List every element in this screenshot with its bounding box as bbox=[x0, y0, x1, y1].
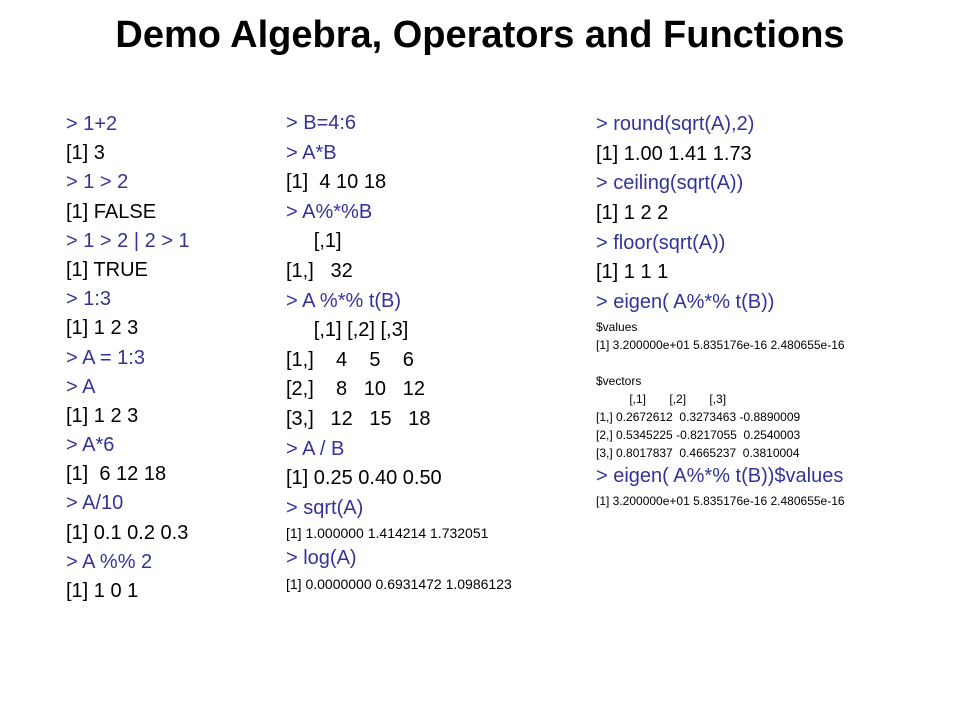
console-output-line: [1,] 4 5 6 bbox=[286, 348, 414, 371]
console-column-3 bbox=[596, 110, 845, 510]
console-command-line: > A*6 bbox=[66, 434, 115, 457]
console-output-line: [1] TRUE bbox=[66, 258, 148, 281]
console-output-line: [1] 1 2 2 bbox=[596, 202, 669, 225]
console-output-line: [1] 1 0 1 bbox=[66, 580, 139, 602]
console-output-line: [2,] 8 10 12 bbox=[286, 378, 425, 401]
console-command-line: > round(sqrt(A),2) bbox=[596, 113, 755, 135]
console-output-line: [1] 0.0000000 0.6931472 1.0986123 bbox=[286, 575, 512, 592]
console-command-line: > A = 1:3 bbox=[66, 346, 145, 369]
console-command-line: > eigen( A%*% t(B)) bbox=[596, 291, 775, 314]
console-command-line: > log(A) bbox=[286, 547, 357, 570]
console-command-line: > A*B bbox=[286, 141, 337, 164]
console-output-line: [,1] [,2] [,3] bbox=[286, 319, 409, 342]
console-column-1 bbox=[66, 110, 190, 606]
console-column-2 bbox=[286, 109, 512, 595]
console-output-line: [1] 3.200000e+01 5.835176e-16 2.480655e-16 bbox=[596, 493, 845, 508]
console-command-line: > A/10 bbox=[66, 492, 124, 515]
console-output-line: [3,] 12 15 18 bbox=[286, 407, 431, 430]
console-command-line: > 1+2 bbox=[66, 113, 118, 135]
console-command-line: > A %% 2 bbox=[66, 550, 153, 573]
console-output-line: [,1] [,2] [,3] bbox=[596, 391, 727, 406]
console-command-line: > 1:3 bbox=[66, 288, 112, 311]
console-command-line: > eigen( A%*% t(B))$values bbox=[596, 464, 844, 487]
console-output-line: [1] 3.200000e+01 5.835176e-16 2.480655e-16 bbox=[596, 337, 845, 352]
console-output-line: [1] 0.1 0.2 0.3 bbox=[66, 521, 189, 544]
console-output-line: [,1] bbox=[286, 230, 342, 253]
console-output-line: [1] 4 10 18 bbox=[286, 171, 387, 194]
console-output-line: [1] 1 2 3 bbox=[66, 404, 139, 427]
console-output-line: [1] 3 bbox=[66, 142, 105, 165]
console-output-line: [1] 1 2 3 bbox=[66, 317, 139, 340]
console-command-line: > B=4:6 bbox=[286, 112, 357, 134]
console-command-line: > A %*% t(B) bbox=[286, 289, 402, 312]
console-output-line: [1] 1.000000 1.414214 1.732051 bbox=[286, 525, 489, 542]
console-output-line: [2,] 0.5345225 -0.8217055 0.2540003 bbox=[596, 427, 801, 442]
console-output-line: $values bbox=[596, 319, 638, 334]
console-output-line: [1] 1 1 1 bbox=[596, 261, 669, 284]
blank-line bbox=[596, 354, 845, 372]
console-output-line: [3,] 0.8017837 0.4665237 0.3810004 bbox=[596, 445, 800, 460]
console-command-line: > A%*%B bbox=[286, 200, 373, 223]
slide-title: Demo Algebra, Operators and Functions bbox=[115, 14, 845, 56]
console-output-line: [1] 0.25 0.40 0.50 bbox=[286, 467, 442, 490]
console-output-line: [1] 6 12 18 bbox=[66, 463, 167, 486]
console-output-line: [1,] 32 bbox=[286, 259, 353, 282]
console-output-line: [1] 1.00 1.41 1.73 bbox=[596, 142, 752, 165]
console-command-line: > A bbox=[66, 375, 96, 398]
console-output-line: [1] FALSE bbox=[66, 200, 157, 223]
console-command-line: > 1 > 2 | 2 > 1 bbox=[66, 229, 190, 252]
console-command-line: > ceiling(sqrt(A)) bbox=[596, 172, 744, 195]
console-command-line: > 1 > 2 bbox=[66, 171, 129, 194]
console-output-line: $vectors bbox=[596, 373, 642, 388]
console-output-line: [1,] 0.2672612 0.3273463 -0.8890009 bbox=[596, 409, 801, 424]
console-command-line: > floor(sqrt(A)) bbox=[596, 231, 726, 254]
console-command-line: > A / B bbox=[286, 437, 345, 460]
console-command-line: > sqrt(A) bbox=[286, 496, 364, 519]
